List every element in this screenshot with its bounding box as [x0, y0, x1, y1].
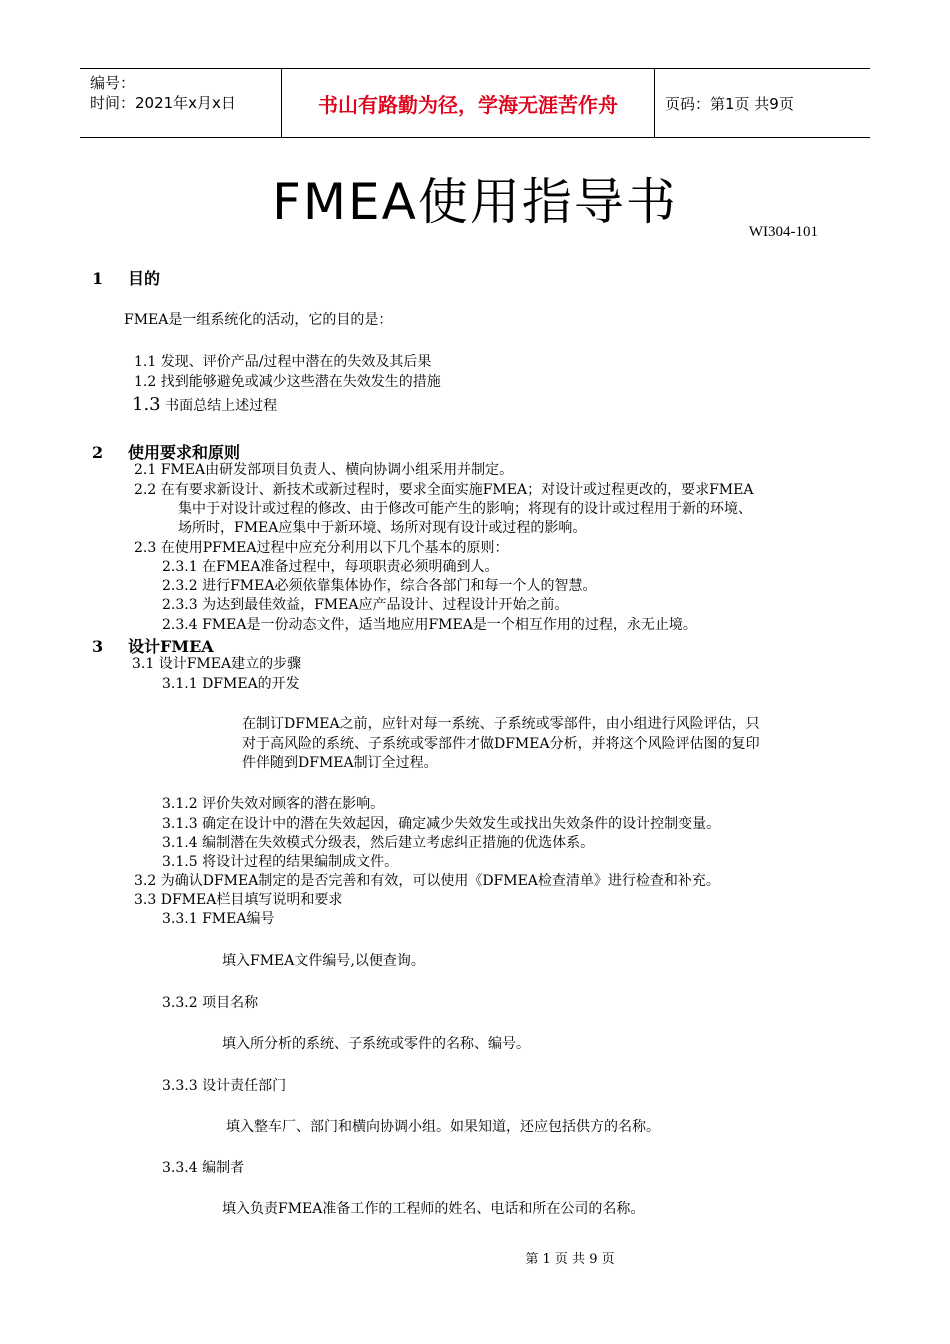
paragraph-line1: 在制订DFMEA之前，应针对每一系统、子系统或零部件，由小组进行风险评估，只	[242, 716, 760, 732]
item-3-3: 3.3 DFMEA栏目填写说明和要求	[134, 892, 343, 908]
item-1-3	[132, 395, 277, 416]
item-2-2-line2: 集中于对设计或过程的修改、由于修改可能产生的影响；将现有的设计或过程用于新的环境、	[178, 501, 752, 517]
section-3-number: 3	[92, 637, 104, 656]
item-2-2-line1: 2.2 在有要求新设计、新技术或新过程时，要求全面实施FMEA；对设计或过程更改的，要求FMEA	[134, 482, 754, 498]
item-1-2: 1.2 找到能够避免或减少这些潜在失效发生的措施	[134, 374, 441, 390]
item-3-3-1: 3.3.1 FMEA编号	[162, 911, 275, 927]
item-3-3-2-text: 填入所分析的系统、子系统或零件的名称、编号。	[222, 1036, 530, 1052]
page-label: 页码：第1页 共9页	[665, 94, 794, 113]
item-3-1-3: 3.1.3 确定在设计中的潜在失效起因，确定减少失效发生或找出失效条件的设计控制变量。	[162, 816, 721, 832]
item-3-1: 3.1 设计FMEA建立的步骤	[132, 656, 302, 672]
date-label: 时间：2021年x月x日	[90, 94, 236, 112]
item-3-3-4-text: 填入负责FMEA准备工作的工程师的姓名、电话和所在公司的名称。	[222, 1201, 645, 1217]
item-1-3-text: 书面总结上述过程	[160, 398, 278, 414]
section-2-number: 2	[92, 443, 104, 462]
item-3-3-1-text: 填入FMEA文件编号,以便查询。	[222, 953, 425, 969]
item-2-3-1: 2.3.1 在FMEA准备过程中，每项职责必须明确到人。	[162, 559, 499, 575]
item-3-3-3-text: 填入整车厂、部门和横向协调小组。如果知道，还应包括供方的名称。	[226, 1119, 660, 1135]
item-1-3-number: 1.3	[132, 394, 161, 415]
item-3-3-3: 3.3.3 设计责任部门	[162, 1078, 287, 1094]
page-footer: 第 1 页 共 9 页	[525, 1252, 615, 1267]
section-1-heading	[92, 266, 160, 289]
item-3-3-2: 3.3.2 项目名称	[162, 995, 259, 1011]
document-title: FMEA使用指导书	[272, 173, 678, 231]
item-2-3-3: 2.3.3 为达到最佳效益，FMEA应产品设计、过程设计开始之前。	[162, 597, 569, 613]
header-left-cell	[80, 69, 282, 137]
motto: 书山有路勤为径，学海无涯苦作舟	[282, 69, 655, 137]
item-2-3: 2.3 在使用PFMEA过程中应充分利用以下几个基本的原则：	[134, 540, 509, 556]
item-3-2: 3.2 为确认DFMEA制定的是否完善和有效，可以使用《DFMEA检查清单》进行检查和补充。	[134, 873, 720, 889]
item-3-3-4: 3.3.4 编制者	[162, 1160, 245, 1176]
item-2-3-4: 2.3.4 FMEA是一份动态文件，适当地应用FMEA是一个相互作用的过程，永无止境。	[162, 617, 697, 633]
paragraph-line2: 对于高风险的系统、子系统或零部件才做DFMEA分析，并将这个风险评估图的复印	[242, 736, 760, 752]
document-number: WI304-101	[748, 224, 818, 240]
section-1-intro: FMEA是一组系统化的活动，它的目的是：	[124, 312, 393, 328]
item-3-1-1: 3.1.1 DFMEA的开发	[162, 676, 300, 692]
number-label: 编号：	[90, 74, 136, 92]
paragraph-line3: 件伴随到DFMEA制订全过程。	[242, 755, 438, 771]
section-3-title: 设计FMEA	[128, 637, 214, 656]
section-1-title: 目的	[128, 269, 161, 288]
item-2-1: 2.1 FMEA由研发部项目负责人、横向协调小组采用并制定。	[134, 462, 514, 478]
item-3-1-4: 3.1.4 编制潜在失效模式分级表，然后建立考虑纠正措施的优选体系。	[162, 835, 595, 851]
item-2-3-2: 2.3.2 进行FMEA必须依靠集体协作，综合各部门和每一个人的智慧。	[162, 578, 597, 594]
item-3-1-2: 3.1.2 评价失效对顾客的潜在影响。	[162, 796, 385, 812]
item-2-2-line3: 场所时，FMEA应集中于新环境、场所对现有设计或过程的影响。	[178, 520, 587, 536]
header-table	[80, 68, 870, 138]
section-1-number: 1	[92, 269, 104, 288]
item-3-1-5: 3.1.5 将设计过程的结果编制成文件。	[162, 854, 399, 870]
section-2-title: 使用要求和原则	[128, 443, 241, 462]
item-1-1: 1.1 发现、评价产品/过程中潜在的失效及其后果	[134, 354, 432, 370]
